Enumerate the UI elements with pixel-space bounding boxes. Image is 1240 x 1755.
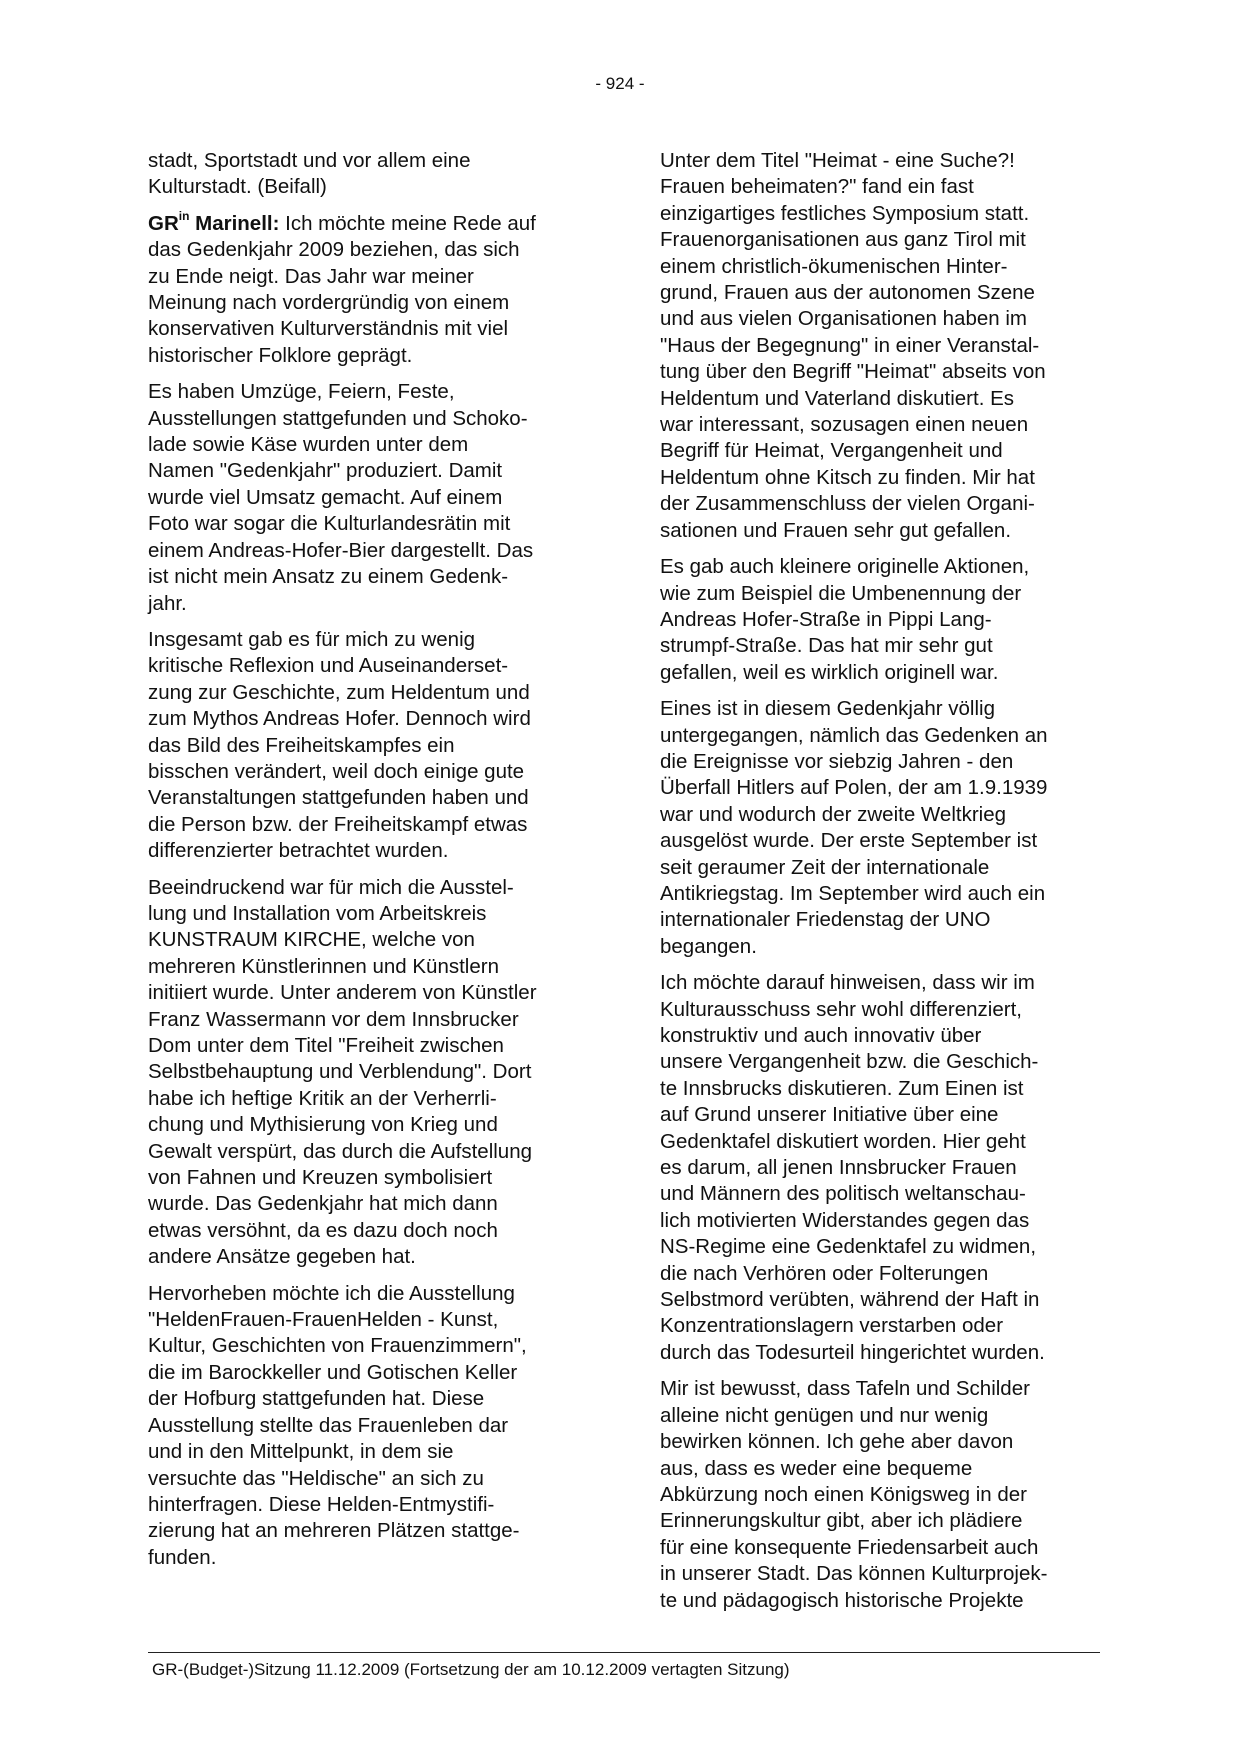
text-line: Abkürzung noch einen Königsweg in der bbox=[660, 1482, 1027, 1506]
speech-start: Ich möchte meine Rede auf bbox=[279, 211, 536, 235]
text-line: Heldentum und Vaterland diskutiert. Es bbox=[660, 386, 1015, 410]
text-line: Hervorheben möchte ich die Ausstellung bbox=[148, 1281, 515, 1305]
text-line: Ich möchte darauf hinweisen, dass wir im bbox=[660, 971, 1035, 995]
text-line: "Haus der Begegnung" in einer Veranstal- bbox=[660, 333, 1040, 357]
text-line: Unter dem Titel "Heimat - eine Suche?! bbox=[660, 149, 1015, 172]
text-line: wurde. Das Gedenkjahr hat mich dann bbox=[148, 1192, 498, 1216]
paragraph bbox=[660, 1376, 1100, 1614]
text-line: chung und Mythisierung von Krieg und bbox=[148, 1113, 498, 1137]
text-line: und aus vielen Organisationen haben im bbox=[660, 307, 1027, 331]
text-line: der Zusammenschluss der vielen Organi- bbox=[660, 492, 1035, 516]
text-line: Begriff für Heimat, Vergangenheit und bbox=[660, 439, 1003, 463]
text-line: Andreas Hofer-Straße in Pippi Lang- bbox=[660, 607, 992, 631]
text-line: tung über den Begriff "Heimat" abseits von bbox=[660, 360, 1046, 384]
text-line: Dom unter dem Titel "Freiheit zwischen bbox=[148, 1034, 504, 1057]
text-line: durch das Todesurteil hingerichtet wurden. bbox=[660, 1340, 1045, 1364]
text-line: Antikriegstag. Im September wird auch ein bbox=[660, 881, 1046, 905]
text-line: lade sowie Käse wurden unter dem bbox=[148, 433, 469, 457]
text-line: seit geraumer Zeit der internationale bbox=[660, 855, 990, 879]
text-line: es darum, all jenen Innsbrucker Frauen bbox=[660, 1156, 1017, 1180]
text-line: war und wodurch der zweite Weltkrieg bbox=[660, 802, 1006, 826]
text-line: von Fahnen und Kreuzen symbolisiert bbox=[148, 1166, 493, 1190]
speaker-prefix: GR bbox=[148, 211, 179, 235]
text-line: wurde viel Umsatz gemacht. Auf einem bbox=[148, 485, 503, 509]
text-line: funden. bbox=[148, 1545, 217, 1569]
text-line: te und pädagogisch historische Projekte bbox=[660, 1588, 1024, 1612]
text-line: bisschen verändert, weil doch einige gute bbox=[148, 759, 525, 783]
text-line: begangen. bbox=[660, 934, 757, 958]
page-number: - 924 - bbox=[595, 74, 645, 93]
text-line: lich motivierten Widerstandes gegen das bbox=[660, 1208, 1030, 1232]
text-line: initiiert wurde. Unter anderem von Künstler bbox=[148, 981, 537, 1005]
text-line: Namen "Gedenkjahr" produziert. Damit bbox=[148, 459, 503, 483]
text-line: Ausstellung stellte das Frauenleben dar bbox=[148, 1413, 509, 1437]
text-line: mehreren Künstlerinnen und Künstlern bbox=[148, 954, 499, 978]
text-line: jahr. bbox=[148, 591, 187, 615]
text-line: Kultur, Geschichten von Frauenzimmern", bbox=[148, 1334, 527, 1358]
text-line: einzigartiges festliches Symposium statt. bbox=[660, 201, 1030, 225]
text-line: Es haben Umzüge, Feiern, Feste, bbox=[148, 380, 455, 404]
text-line: Erinnerungskultur gibt, aber ich plädiere bbox=[660, 1509, 1023, 1533]
text-line: der Hofburg stattgefunden hat. Diese bbox=[148, 1387, 485, 1411]
text-line: Veranstaltungen stattgefunden haben und bbox=[148, 786, 529, 810]
text-line: Kulturstadt. (Beifall) bbox=[148, 175, 327, 199]
paragraph bbox=[148, 208, 593, 369]
text-line: differenzierter betrachtet wurden. bbox=[148, 839, 449, 863]
text-line: Überfall Hitlers auf Polen, der am 1.9.1939 bbox=[660, 776, 1048, 800]
text-line: Selbstbehauptung und Verblendung". Dort bbox=[148, 1060, 532, 1084]
paragraph bbox=[660, 554, 1100, 686]
text-line: Konzentrationslagern verstarben oder bbox=[660, 1314, 1004, 1338]
text-line: Eines ist in diesem Gedenkjahr völlig bbox=[660, 697, 995, 721]
text-line: bewirken können. Ich gehe aber davon bbox=[660, 1430, 1014, 1454]
text-line bbox=[148, 208, 593, 237]
text-line: war interessant, sozusagen einen neuen bbox=[660, 413, 1029, 437]
text-line: ausgelöst wurde. Der erste September ist bbox=[660, 829, 1038, 853]
paragraph bbox=[148, 379, 593, 617]
text-line: lung und Installation vom Arbeitskreis bbox=[148, 901, 487, 925]
paragraph bbox=[148, 875, 593, 1271]
text-line: aus, dass es weder eine bequeme bbox=[660, 1456, 973, 1480]
text-line: Heldentum ohne Kitsch zu finden. Mir hat bbox=[660, 465, 1035, 489]
text-line: Gewalt verspürt, das durch die Aufstellung bbox=[148, 1139, 533, 1163]
text-line: hinterfragen. Diese Helden-Entmystifi- bbox=[148, 1492, 495, 1516]
text-line: wie zum Beispiel die Umbenennung der bbox=[660, 581, 1022, 605]
speaker-label bbox=[148, 208, 280, 235]
paragraph bbox=[148, 1281, 593, 1571]
paragraph bbox=[660, 970, 1100, 1366]
text-line: einem Andreas-Hofer-Bier dargestellt. Das bbox=[148, 538, 534, 562]
text-line: Gedenktafel diskutiert worden. Hier geht bbox=[660, 1129, 1026, 1153]
text-line: zierung hat an mehreren Plätzen stattge- bbox=[148, 1519, 520, 1543]
text-line: internationaler Friedenstag der UNO bbox=[660, 908, 991, 932]
text-line: für eine konsequente Friedensarbeit auch bbox=[660, 1535, 1039, 1559]
footer-text: GR-(Budget-)Sitzung 11.12.2009 (Fortsetzung der am 10.12.2009 vertagten Sitzung) bbox=[152, 1660, 790, 1679]
speaker-name: Marinell: bbox=[189, 211, 280, 235]
text-line: Insgesamt gab es für mich zu wenig bbox=[148, 627, 476, 651]
speaker-superscript: in bbox=[178, 208, 190, 223]
text-line: Franz Wassermann vor dem Innsbrucker bbox=[148, 1007, 519, 1031]
text-line: ist nicht mein Ansatz zu einem Gedenk- bbox=[148, 565, 509, 589]
text-line: andere Ansätze gegeben hat. bbox=[148, 1245, 416, 1269]
paragraph bbox=[660, 696, 1100, 960]
paragraph bbox=[660, 148, 1100, 544]
right-column bbox=[660, 148, 1100, 1624]
text-line: das Bild des Freiheitskampfes ein bbox=[148, 733, 455, 757]
text-line: die Ereignisse vor siebzig Jahren - den bbox=[660, 749, 1014, 773]
text-line: die nach Verhören oder Folterungen bbox=[660, 1261, 989, 1285]
text-line: konstruktiv und auch innovativ über bbox=[660, 1024, 982, 1047]
text-line: das Gedenkjahr 2009 beziehen, das sich bbox=[148, 238, 520, 262]
text-line: unsere Vergangenheit bzw. die Geschich- bbox=[660, 1050, 1039, 1074]
text-line: habe ich heftige Kritik an der Verherrli- bbox=[148, 1086, 497, 1110]
text-line: versuchte das "Heldische" an sich zu bbox=[148, 1466, 484, 1490]
text-line: Ausstellungen stattgefunden und Schoko- bbox=[148, 406, 528, 430]
text-line: strumpf-Straße. Das hat mir sehr gut bbox=[660, 634, 993, 658]
text-line: die im Barockkeller und Gotischen Keller bbox=[148, 1360, 518, 1384]
text-line: NS-Regime eine Gedenktafel zu widmen, bbox=[660, 1235, 1037, 1259]
text-line: gefallen, weil es wirklich originell war. bbox=[660, 660, 999, 684]
text-line: Frauen beheimaten?" fand ein fast bbox=[660, 175, 974, 199]
text-line: KUNSTRAUM KIRCHE, welche von bbox=[148, 928, 475, 952]
left-column bbox=[148, 148, 593, 1581]
text-line: stadt, Sportstadt und vor allem eine bbox=[148, 149, 471, 172]
text-line: zum Mythos Andreas Hofer. Dennoch wird bbox=[148, 707, 531, 731]
text-line: einem christlich-ökumenischen Hinter- bbox=[660, 254, 1008, 278]
text-line: kritische Reflexion und Auseinanderset- bbox=[148, 654, 509, 678]
text-line: historischer Folklore geprägt. bbox=[148, 343, 413, 367]
text-line: konservativen Kulturverständnis mit viel bbox=[148, 317, 509, 341]
paragraph bbox=[148, 148, 593, 201]
text-line: alleine nicht genügen und nur wenig bbox=[660, 1403, 989, 1427]
text-line: sationen und Frauen sehr gut gefallen. bbox=[660, 518, 1012, 542]
text-line: "HeldenFrauen-FrauenHelden - Kunst, bbox=[148, 1308, 499, 1332]
text-line: und in den Mittelpunkt, in dem sie bbox=[148, 1440, 454, 1464]
text-line: grund, Frauen aus der autonomen Szene bbox=[660, 281, 1035, 305]
text-line: Selbstmord verübten, während der Haft in bbox=[660, 1288, 1040, 1312]
text-line: untergegangen, nämlich das Gedenken an bbox=[660, 723, 1048, 747]
footer-divider bbox=[148, 1652, 1100, 1653]
text-line: Beeindruckend war für mich die Ausstel- bbox=[148, 875, 514, 899]
paragraph bbox=[148, 627, 593, 865]
text-line: Mir ist bewusst, dass Tafeln und Schilder bbox=[660, 1377, 1030, 1401]
text-line: te Innsbrucks diskutieren. Zum Einen ist bbox=[660, 1076, 1024, 1100]
text-line: die Person bzw. der Freiheitskampf etwas bbox=[148, 812, 528, 836]
text-line: zu Ende neigt. Das Jahr war meiner bbox=[148, 264, 474, 288]
text-line: Frauenorganisationen aus ganz Tirol mit bbox=[660, 228, 1026, 252]
text-line: zung zur Geschichte, zum Heldentum und bbox=[148, 680, 530, 704]
text-line: in unserer Stadt. Das können Kulturprojek- bbox=[660, 1562, 1048, 1586]
text-line: auf Grund unserer Initiative über eine bbox=[660, 1103, 999, 1127]
text-line: und Männern des politisch weltanschau- bbox=[660, 1182, 1026, 1206]
text-line: etwas versöhnt, da es dazu doch noch bbox=[148, 1218, 498, 1242]
text-line: Es gab auch kleinere originelle Aktionen, bbox=[660, 555, 1030, 579]
text-line: Kulturausschuss sehr wohl differenziert, bbox=[660, 997, 1022, 1021]
text-line: Foto war sogar die Kulturlandesrätin mit bbox=[148, 512, 511, 536]
text-line: Meinung nach vordergründig von einem bbox=[148, 291, 510, 315]
